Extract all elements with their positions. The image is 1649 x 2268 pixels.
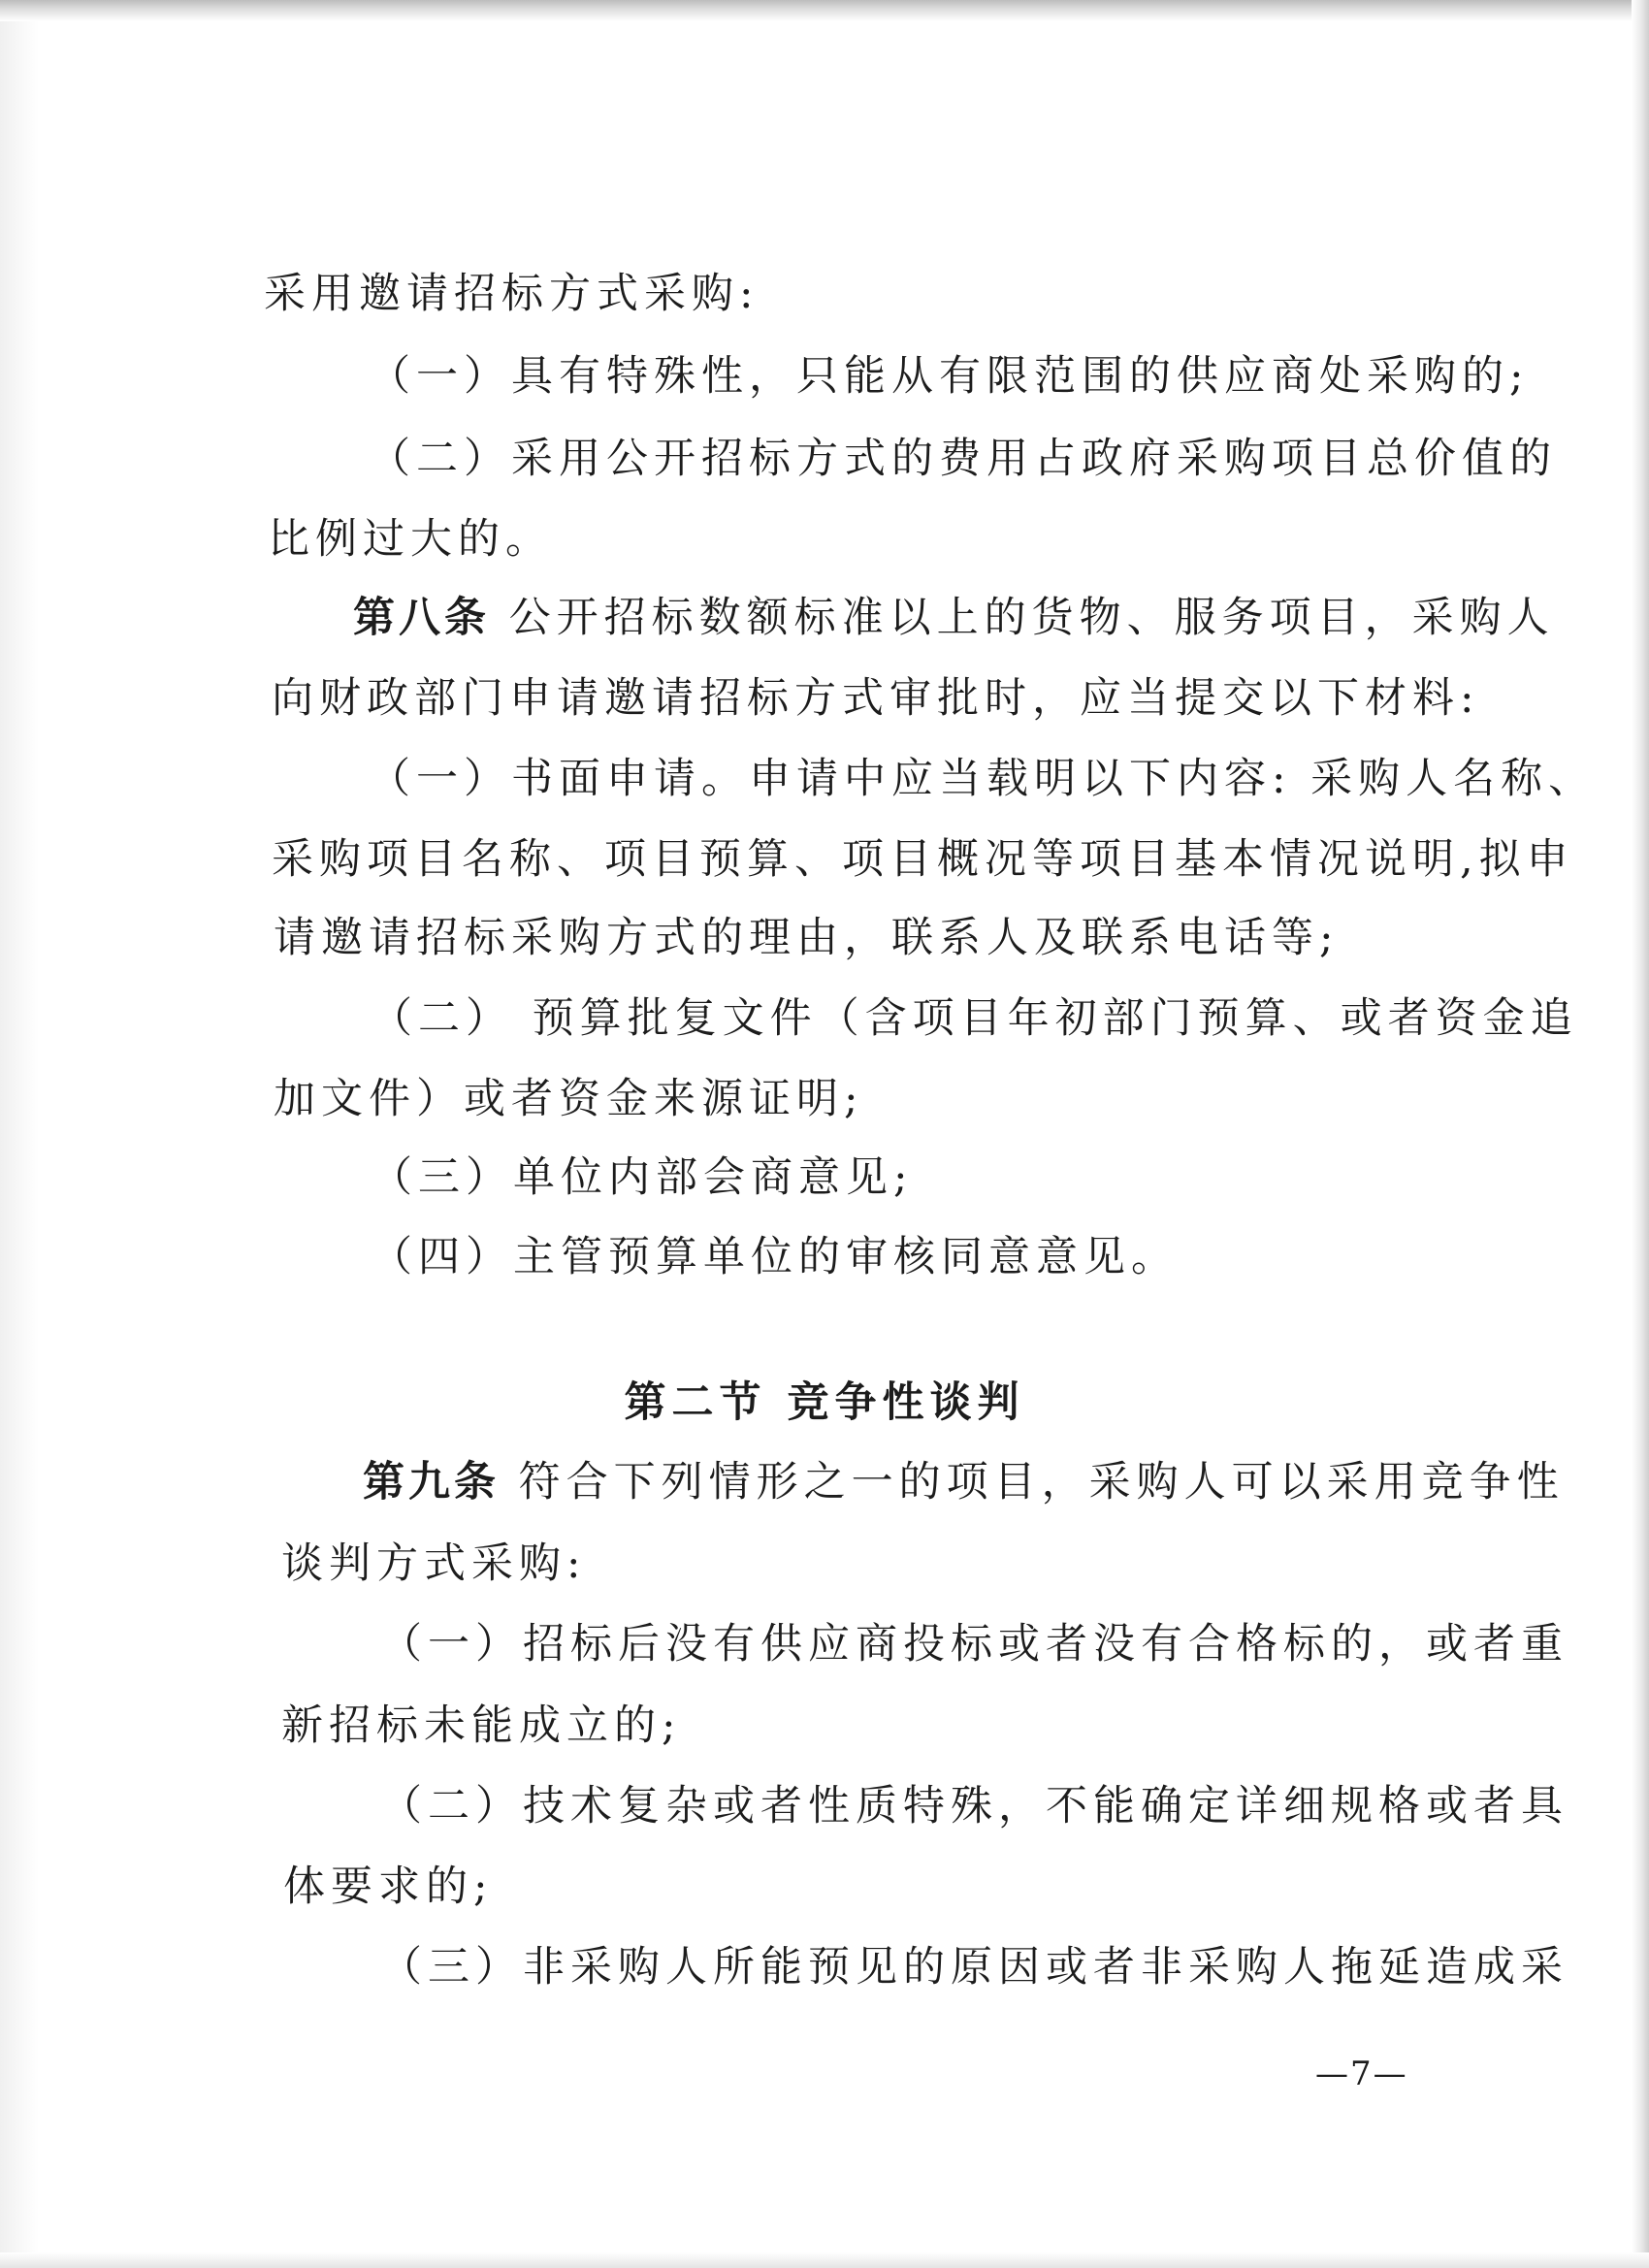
scan-edge-right <box>1632 0 1649 2268</box>
article-9-paragraph <box>363 1455 1565 1509</box>
text-line: 请邀请招标采购方式的理由，联系人及联系电话等; <box>274 914 1340 962</box>
text-line: 比例过大的。 <box>268 515 553 564</box>
scan-edge-bottom <box>0 2252 1649 2268</box>
page-number: —7— <box>1315 2055 1408 2093</box>
section-heading: 第二节 竞争性谈判 <box>624 1378 1025 1427</box>
text-line: （二）采用公开招标方式的费用占政府采购项目总价值的 <box>369 435 1557 483</box>
text-line: 新招标未能成立的; <box>281 1701 682 1750</box>
text-line: 采用邀请招标方式采购: <box>264 270 760 318</box>
text-line: （二） 预算批复文件（含项目年初部门预算、或者资金追 <box>371 994 1578 1043</box>
article-8-label: 第八条 <box>353 594 490 642</box>
text-line: 向财政部门申请邀请招标方式审批时，应当提交以下材料: <box>272 674 1480 723</box>
scan-edge-top <box>0 0 1649 21</box>
text-line: （三）非采购人所能预见的原因或者非采购人拖延造成采 <box>380 1943 1568 1992</box>
article-8-paragraph <box>353 591 1555 645</box>
text-line: （一）招标后没有供应商投标或者没有合格标的，或者重 <box>380 1620 1568 1669</box>
article-9-label: 第九条 <box>363 1458 500 1507</box>
text-line: 采购项目名称、项目预算、项目概况等项目基本情况说明,拟申 <box>272 835 1574 884</box>
scan-edge-left <box>0 0 39 2268</box>
text-line: （一）书面申请。申请中应当载明以下内容: 采购人名称、 <box>369 755 1597 803</box>
text-line: 公开招标数额标准以上的货物、服务项目，采购人 <box>508 594 1555 642</box>
text-line: （四）主管预算单位的审核同意意见。 <box>371 1233 1179 1281</box>
text-line: 符合下列情形之一的项目，采购人可以采用竞争性 <box>518 1458 1565 1507</box>
text-line: 加文件）或者资金来源证明; <box>274 1075 864 1123</box>
text-line: （三）单位内部会商意见; <box>371 1153 914 1202</box>
text-line: （一）具有特殊性，只能从有限范围的供应商处采购的; <box>369 352 1530 401</box>
text-line: 谈判方式采购: <box>281 1539 587 1588</box>
text-line: （二）技术复杂或者性质特殊，不能确定详细规格或者具 <box>380 1782 1568 1831</box>
text-line: 体要求的; <box>283 1863 494 1911</box>
